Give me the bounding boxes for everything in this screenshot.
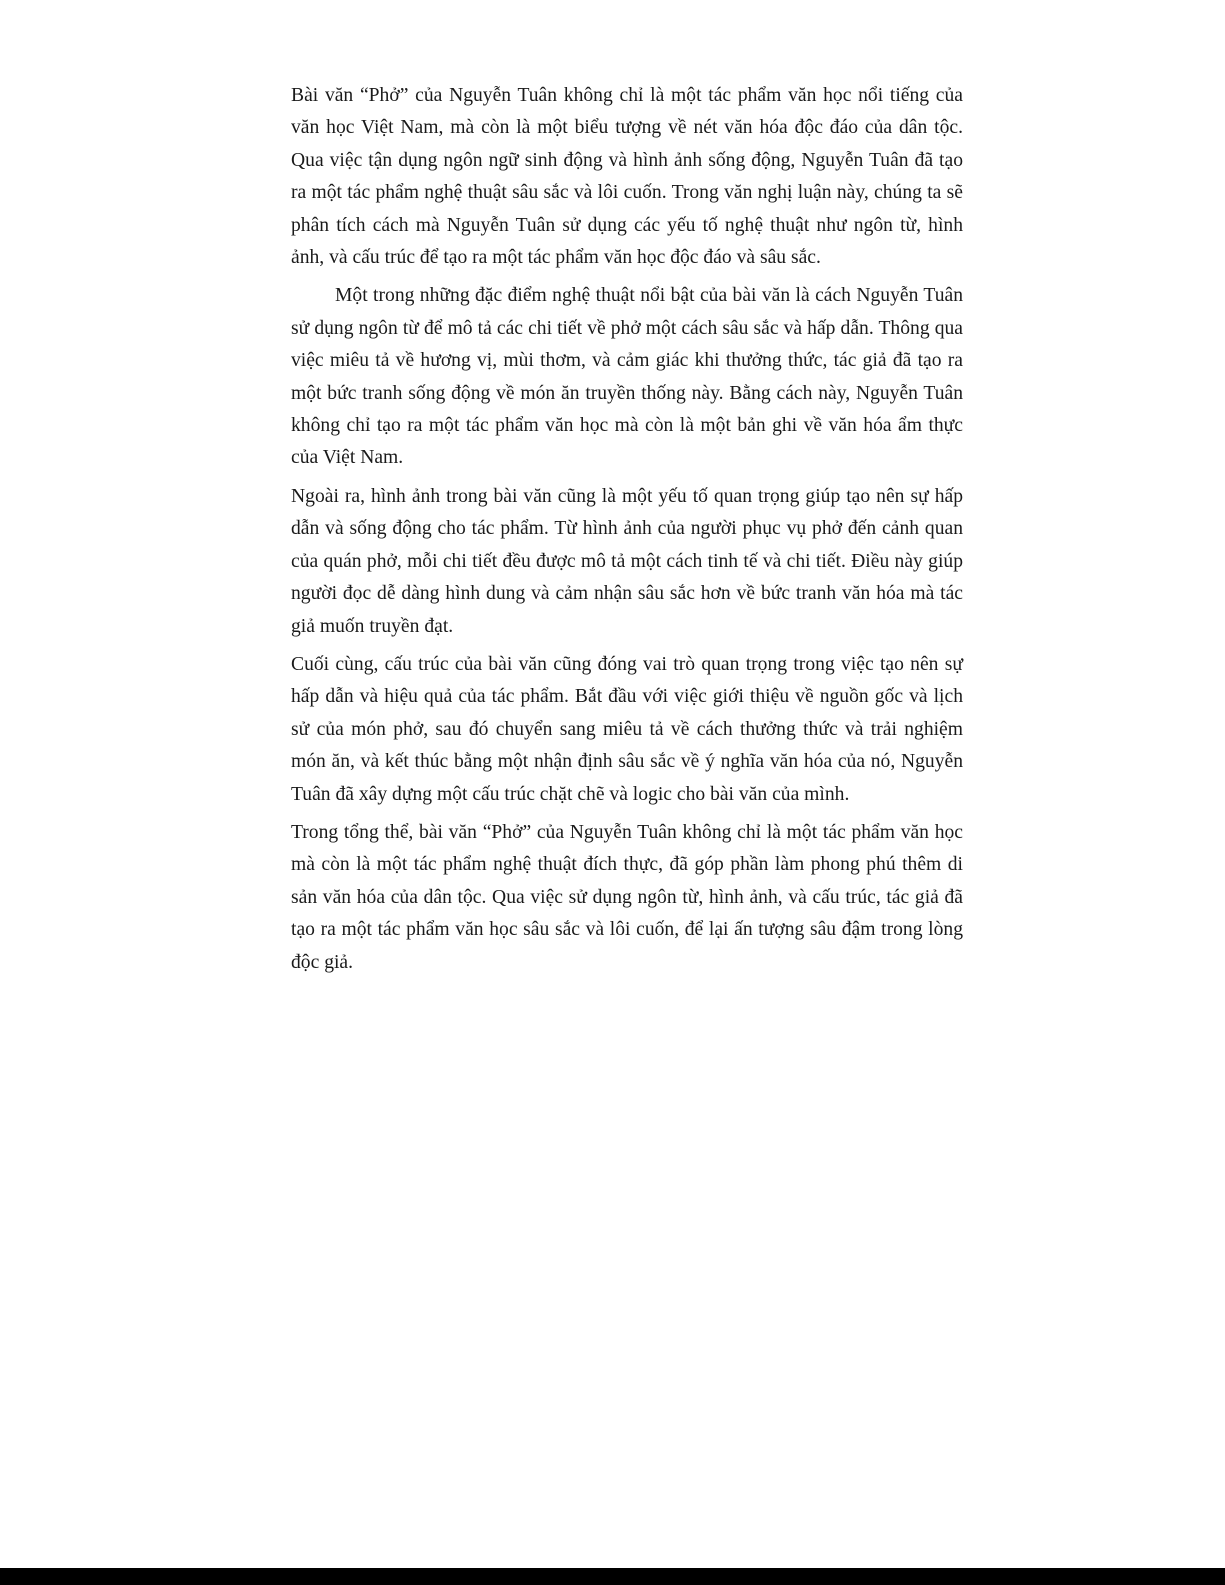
paragraph-language: Một trong những đặc điểm nghệ thuật nổi bật của bài văn là cách Nguyễn Tuân sử dụng ngôn từ để mô tả các chi tiết về phở một cách sâu sắc và hấp dẫn. Thông qua việc miêu tả về hương vị, mùi thơm, và cảm giác khi thưởng thức, tác giả đã tạo ra một bức tranh sống động về món ăn truyền thống này. Bằng cách này, Nguyễn Tuân không chỉ tạo ra một tác phẩm văn học mà còn là một bản ghi về văn hóa ẩm thực của Việt Nam.	[291, 285, 963, 469]
paragraph-conclusion: Trong tổng thể, bài văn “Phở” của Nguyễn Tuân không chỉ là một tác phẩm văn học mà còn là một tác phẩm nghệ thuật đích thực, đã góp phần làm phong phú thêm di sản văn hóa của dân tộc. Qua việc sử dụng ngôn từ, hình ảnh, và cấu trúc, tác giả đã tạo ra một tác phẩm văn học sâu sắc và lôi cuốn, để lại ấn tượng sâu đậm trong lòng độc giả.	[291, 821, 963, 973]
page-bottom-border	[0, 1568, 1225, 1585]
essay-body	[291, 80, 963, 985]
paragraph-imagery: Ngoài ra, hình ảnh trong bài văn cũng là một yếu tố quan trọng giúp tạo nên sự hấp dẫn và sống động cho tác phẩm. Từ hình ảnh của người phục vụ phở đến cảnh quan của quán phở, mỗi chi tiết đều được mô tả một cách tinh tế và chi tiết. Điều này giúp người đọc dễ dàng hình dung và cảm nhận sâu sắc hơn về bức tranh văn hóa mà tác giả muốn truyền đạt.	[291, 485, 963, 637]
paragraph-intro: Bài văn “Phở” của Nguyễn Tuân không chỉ là một tác phẩm văn học nổi tiếng của văn học Việt Nam, mà còn là một biểu tượng về nét văn hóa độc đáo của dân tộc. Qua việc tận dụng ngôn ngữ sinh động và hình ảnh sống động, Nguyễn Tuân đã tạo ra một tác phẩm nghệ thuật sâu sắc và lôi cuốn. Trong văn nghị luận này, chúng ta sẽ phân tích cách mà Nguyễn Tuân sử dụng các yếu tố nghệ thuật như ngôn từ, hình ảnh, và cấu trúc để tạo ra một tác phẩm văn học độc đáo và sâu sắc.	[291, 85, 963, 269]
paragraph-structure: Cuối cùng, cấu trúc của bài văn cũng đóng vai trò quan trọng trong việc tạo nên sự hấp dẫn và hiệu quả của tác phẩm. Bắt đầu với việc giới thiệu về nguồn gốc và lịch sử của món phở, sau đó chuyển sang miêu tả về cách thưởng thức và trải nghiệm món ăn, và kết thúc bằng một nhận định sâu sắc về ý nghĩa văn hóa của nó, Nguyễn Tuân đã xây dựng một cấu trúc chặt chẽ và logic cho bài văn của mình.	[291, 653, 963, 805]
